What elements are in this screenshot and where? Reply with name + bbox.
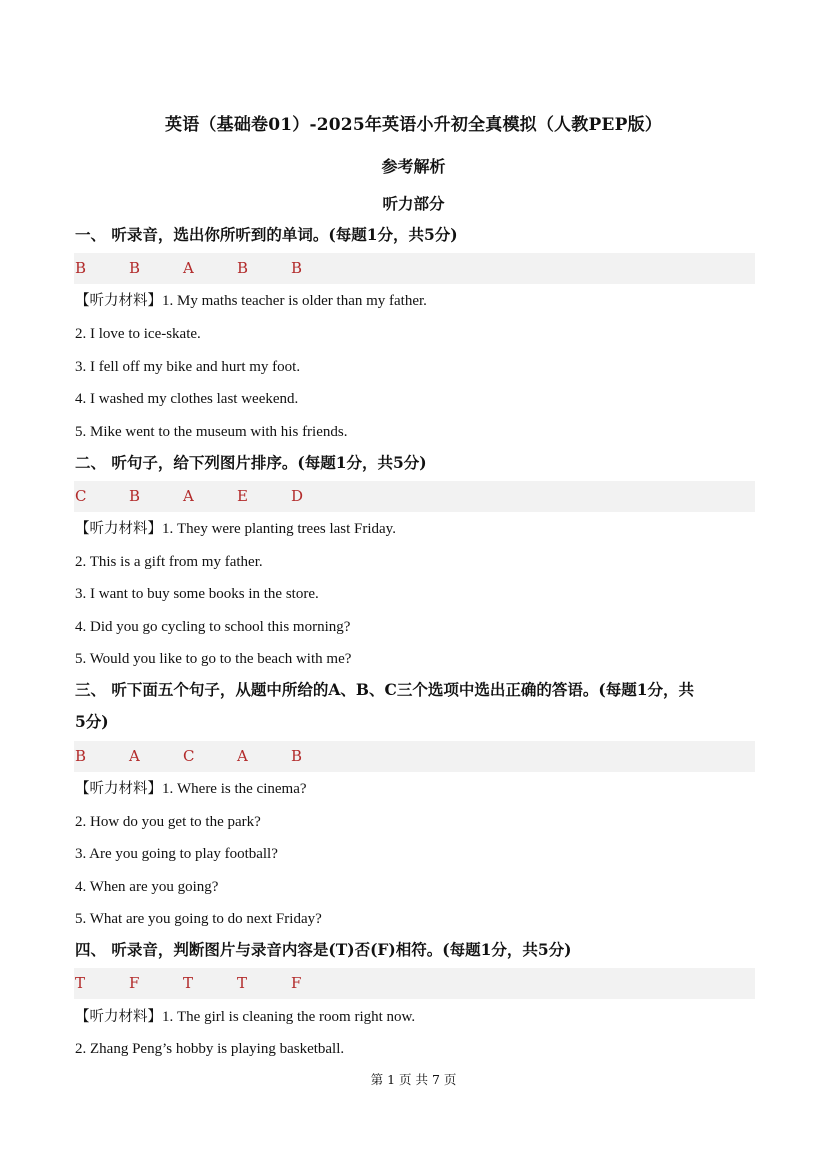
answer: A [183, 259, 194, 277]
section-4-heading: 四、 听录音，判断图片与录音内容是(T)否(F)相符。(每题1分，共5分) [75, 940, 572, 959]
section-3-heading: 三、 听下面五个句子，从题中所给的A、B、C三个选项中选出正确的答语。(每题1分，共 [75, 680, 694, 699]
section-3-answers [74, 741, 755, 772]
answer: A [129, 747, 140, 765]
answer: A [183, 487, 194, 505]
answer: B [129, 259, 141, 277]
answer: F [129, 974, 140, 992]
section-3-heading-continued: 5分) [75, 712, 109, 731]
section-1-heading: 一、 听录音，选出你所听到的单词。(每题1分，共5分) [75, 225, 458, 244]
answer: B [75, 259, 87, 277]
answer: D [291, 487, 304, 505]
material-line: 5. Would you like to go to the beach with me? [75, 651, 352, 667]
material-label: 【听力材料】 [75, 293, 162, 309]
answer: B [129, 487, 141, 505]
answer: E [237, 487, 248, 505]
page-footer: 第 1 页 共 7 页 [370, 1072, 457, 1087]
answer: B [237, 259, 249, 277]
answer: F [291, 974, 302, 992]
material-line: 2. This is a gift from my father. [75, 554, 263, 570]
material-line: 5. What are you going to do next Friday? [75, 911, 322, 927]
material-line: 2. I love to ice-skate. [75, 326, 201, 342]
material-line: 3. Are you going to play football? [75, 846, 278, 862]
answer: T [183, 974, 194, 992]
answer: A [237, 747, 248, 765]
section-4-answers [74, 968, 755, 999]
material-line: 4. I washed my clothes last weekend. [75, 391, 299, 407]
material-label: 【听力材料】 [75, 781, 162, 797]
answer: B [75, 747, 87, 765]
material-line: 5. Mike went to the museum with his friends. [75, 424, 348, 440]
material-label: 【听力材料】 [75, 521, 162, 537]
section-2-heading: 二、 听句子，给下列图片排序。(每题1分，共5分) [75, 453, 427, 472]
material-label: 【听力材料】 [75, 1009, 162, 1025]
material-line: 2. How do you get to the park? [75, 814, 261, 830]
material-line: 【听力材料】1. My maths teacher is older than my father. [75, 293, 427, 309]
section-1-answers [74, 253, 755, 284]
material-line: 3. I fell off my bike and hurt my foot. [75, 359, 301, 375]
section-2-answers [74, 481, 755, 512]
material-line: 【听力材料】1. Where is the cinema? [75, 781, 307, 797]
answer: T [75, 974, 86, 992]
answer: C [75, 487, 87, 505]
answer: B [291, 747, 303, 765]
part-title: 听力部分 [382, 194, 445, 213]
material-line: 2. Zhang Peng’s hobby is playing basketball. [75, 1041, 345, 1057]
material-line: 【听力材料】1. They were planting trees last Friday. [75, 521, 396, 537]
document-title: 英语（基础卷01）-2025年英语小升初全真模拟（人教PEP版） [165, 115, 662, 135]
material-line: 【听力材料】1. The girl is cleaning the room right now. [75, 1009, 416, 1025]
answer: C [183, 747, 195, 765]
material-line: 3. I want to buy some books in the store. [75, 586, 319, 602]
material-line: 4. Did you go cycling to school this morning? [75, 619, 351, 635]
material-line: 4. When are you going? [75, 879, 219, 895]
document-subtitle: 参考解析 [381, 157, 446, 176]
answer: T [237, 974, 248, 992]
answer: B [291, 259, 303, 277]
